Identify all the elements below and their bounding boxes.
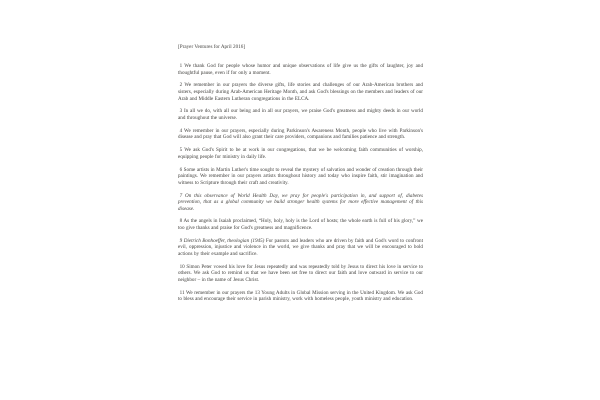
prayer-paragraph-8: 8 As the angels in Isaiah proclaimed, “Holy, holy, holy is the Lord of hosts; the whole earth is full of his glory,” we too give thanks and praise for God's greatness and magnificence.: [178, 218, 423, 232]
prayer-paragraph-10: 10 Simon Peter vowed his love for Jesus repeatedly and was repeatedly told by Jesus to direct his love in service to others. We ask God to remind us that we have been set free to direct our faith and love outward in service to our neighbor – in the name of Jesus Christ.: [178, 263, 423, 283]
prayer-paragraph-9-body: For pastors and leaders who are driven by faith and God's word to confront evil, oppression, injustice and violence in the world, we give thanks and pray that we will be encouraged to bold actions by their example and sacrifice.: [178, 237, 423, 257]
prayer-paragraph-5: 5 We ask God's Spirit to be at work in our congregations, that we be welcoming faith communities of worship, equipping people for ministry in daily life.: [178, 147, 423, 160]
prayer-paragraph-9-commemoration: 9 Dietrich Bonhoeffer, theologian (1945): [179, 237, 265, 244]
prayer-paragraph-1: 1 We thank God for people whose humor and unique observations of life give us the gifts of laughter, joy and thoughtful pause, even if for only a moment.: [178, 63, 423, 76]
prayer-paragraph-9: [178, 238, 423, 258]
prayer-paragraph-2: 2 We remember in our prayers the diverse gifts, life stories and challenges of our Arab-American brothers and sisters, especially during Arab-American Heritage Month, and ask God's blessings on the members and leaders of our Arab and Middle Eastern Lutheran congregations in the ELCA.: [178, 82, 423, 102]
prayer-paragraph-6: 6 Some artists in Martin Luther's time sought to reveal the mystery of salvation and wonder of creation through their paintings. We remember in our prayers artists throughout history and today who inspire faith, stir imagination and witness to Scripture through their craft and creativity.: [178, 166, 423, 186]
document-text-column: [178, 44, 423, 303]
prayer-paragraph-11: 11 We remember in our prayers the 13 Young Adults in Global Mission serving in the United Kingdom. We ask God to bless and encourage their service in parish ministry, work with homeless people, youth ministry and education.: [178, 289, 423, 303]
prayer-paragraph-7: 7 On this observance of World Health Day, we pray for people's participation in, and support of, diabetes prevention, that as a global community we build stronger health systems for more effective management of this disease.: [178, 192, 423, 212]
prayer-paragraph-4: 4 We remember in our prayers, especially during Parkinson's Awareness Month, people who live with Parkinson's disease and pray that God will also grant their care providers, companions and families patience and strength.: [178, 127, 423, 141]
document-title: [Prayer Ventures for April 2016]: [178, 44, 246, 50]
prayer-paragraph-3: 3 In all we do, with all our being and in all our prayers, we praise God's greatness and mighty deeds in our world and throughout the universe.: [178, 108, 423, 121]
